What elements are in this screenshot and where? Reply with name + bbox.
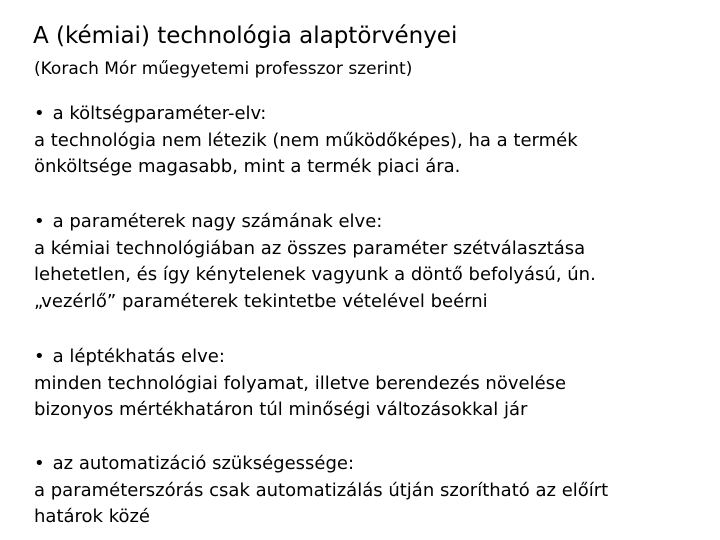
bullet-text-line: a kémiai technológiában az összes paraméter szétválasztása (34, 237, 586, 259)
bullet-heading-line (34, 101, 578, 128)
slide-title: A (kémiai) technológia alaptörvényei (33, 23, 458, 49)
bullet-heading: a léptékhatás elve: (52, 346, 225, 367)
bullet-item (34, 209, 596, 315)
bullet-text-line: a technológia nem létezik (nem működőképes), ha a termék (34, 129, 578, 151)
bullet-icon: • (34, 346, 45, 367)
bullet-heading-line (34, 344, 566, 371)
bullet-heading: a költségparaméter-elv: (52, 103, 267, 124)
bullet-heading-line (34, 451, 608, 478)
bullet-text-line: „vezérlő” paraméterek tekintetbe vételével beérni (34, 290, 488, 312)
bullet-icon: • (34, 453, 45, 474)
bullet-icon: • (34, 211, 45, 232)
bullet-item (34, 101, 578, 181)
bullet-text-line: a paraméterszórás csak automatizálás útján szorítható az előírt (34, 479, 609, 501)
bullet-text-line: minden technológiai folyamat, illetve berendezés növelése (34, 372, 567, 394)
bullet-item (34, 451, 608, 531)
bullet-text-line: önköltsége magasabb, mint a termék piaci ára. (34, 156, 461, 177)
bullet-text-line: határok közé (34, 506, 151, 527)
slide-subtitle: (Korach Mór műegyetemi professzor szerint) (34, 59, 413, 79)
bullet-heading: a paraméterek nagy számának elve: (52, 211, 383, 232)
bullet-text-line: lehetetlen, és így kénytelenek vagyunk a döntő befolyású, ún. (34, 264, 596, 285)
bullet-item (34, 344, 566, 424)
bullet-icon: • (34, 103, 45, 124)
bullet-heading: az automatizáció szükségessége: (52, 453, 355, 474)
bullet-text-line: bizonyos mértékhatáron túl minőségi változásokkal jár (34, 399, 528, 420)
bullet-heading-line (34, 209, 596, 236)
